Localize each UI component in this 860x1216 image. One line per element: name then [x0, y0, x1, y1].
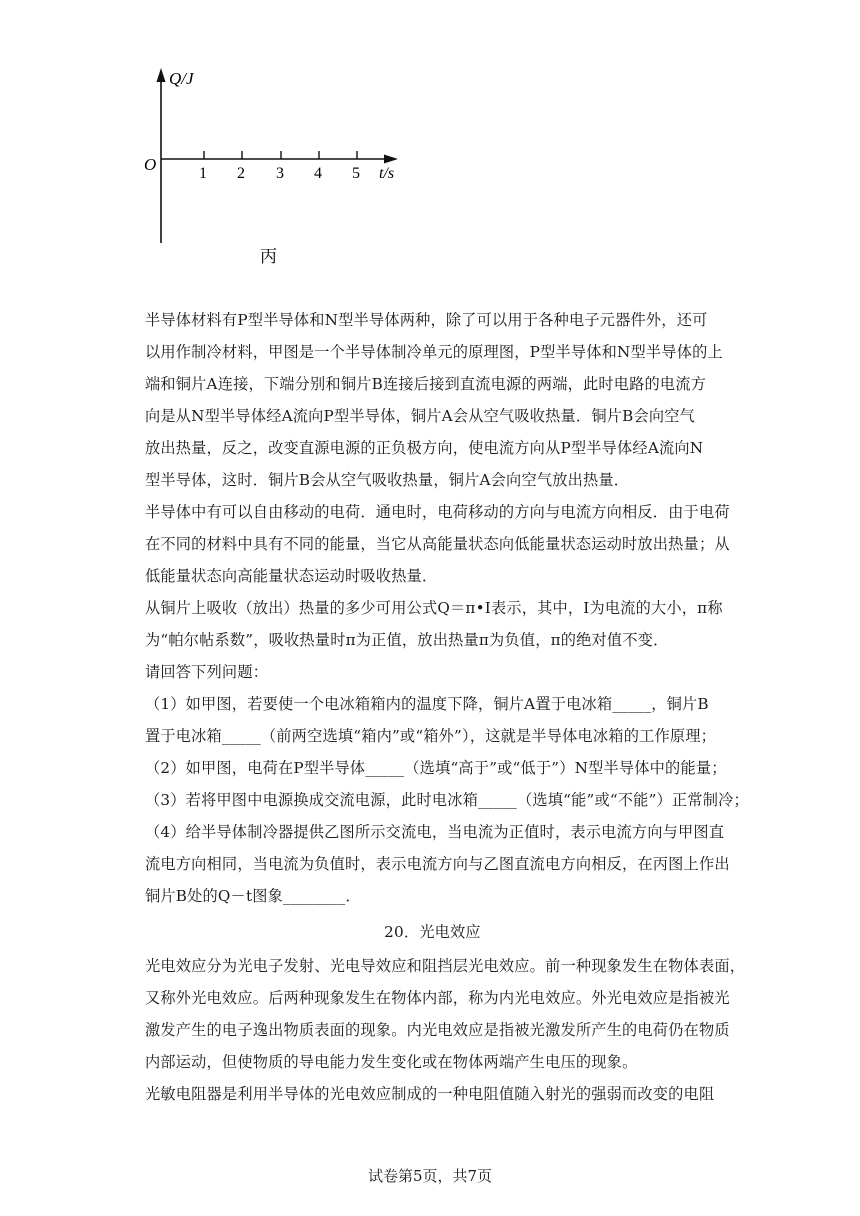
tick-label-3: 3	[276, 165, 284, 182]
graph-figure	[0, 0, 420, 280]
question-1-line: 置于电冰箱_____（前两空选填“箱内”或“箱外”），这就是半导体电冰箱的工作原理；	[145, 727, 717, 745]
section-title: 20．光电效应	[384, 923, 481, 941]
question-4-line: （4）给半导体制冷器提供乙图所示交流电，当电流为正值时，表示电流方向与甲图直	[145, 823, 725, 841]
text-line: 半导体中有可以自由移动的电荷．通电时，电荷移动的方向与电流方向相反．由于电荷	[145, 503, 730, 521]
text-line: 内部运动，但使物质的导电能力发生变化或在物体两端产生电压的现象。	[145, 1053, 638, 1071]
text-line: 激发产生的电子逸出物质表面的现象。内光电效应是指被光激发所产生的电荷仍在物质	[145, 1021, 730, 1039]
text-line: 在不同的材料中具有不同的能量，当它从高能量状态向低能量状态运动时放出热量；从	[145, 535, 730, 553]
figure-caption: 丙	[260, 247, 277, 267]
question-3-line: （3）若将甲图中电源换成交流电源，此时电冰箱_____（选填“能”或“不能”）正常制冷；	[145, 791, 749, 809]
tick-label-4: 4	[314, 165, 322, 182]
q-t-axes	[0, 0, 420, 280]
text-line: 为“帕尔帖系数”，吸收热量时π为正值，放出热量π为负值，π的绝对值不变．	[145, 631, 669, 649]
text-line: 型半导体，这时．铜片B会从空气吸收热量，铜片A会向空气放出热量．	[145, 471, 630, 489]
text-line: 半导体材料有P型半导体和N型半导体两种，除了可以用于各种电子元器件外，还可	[145, 311, 708, 329]
text-line: 光电效应分为光电子发射、光电导效应和阻挡层光电效应。前一种现象发生在物体表面，	[145, 957, 746, 975]
text-line: 光敏电阻器是利用半导体的光电效应制成的一种电阻值随入射光的强弱而改变的电阻	[145, 1085, 715, 1103]
text-line: 端和铜片A连接，下端分别和铜片B连接后接到直流电源的两端，此时电路的电流方	[145, 375, 707, 393]
text-line: 放出热量，反之，改变直源电源的正负极方向，使电流方向从P型半导体经A流向N	[145, 439, 704, 457]
text-line: 又称外光电效应。后两种现象发生在物体内部，称为内光电效应。外光电效应是指被光	[145, 989, 730, 1007]
question-text	[145, 304, 749, 1110]
text-line: 请回答下列问题：	[145, 663, 269, 681]
question-4-line: 流电方向相同，当电流为负值时，表示电流方向与乙图直流电方向相反，在丙图上作出	[145, 855, 730, 873]
x-axis-arrow	[384, 155, 398, 164]
question-2-line: （2）如甲图，电荷在P型半导体_____（选填“高于”或“低于”）N型半导体中的能量；	[145, 759, 727, 777]
x-axis-label: t/s	[379, 165, 395, 182]
y-axis-arrow	[157, 68, 166, 82]
question-1-line: （1）如甲图，若要使一个电冰箱箱内的温度下降，铜片A置于电冰箱_____，铜片B	[145, 695, 709, 713]
tick-label-5: 5	[352, 165, 360, 182]
text-line: 低能量状态向高能量状态运动时吸收热量．	[145, 567, 438, 585]
tick-label-1: 1	[199, 165, 207, 182]
question-4-line: 铜片B处的Q－t图象________．	[145, 887, 361, 905]
y-axis-label: Q/J	[169, 69, 194, 88]
page-footer: 试卷第5页，共7页	[367, 1167, 493, 1185]
text-line: 以用作制冷材料，甲图是一个半导体制冷单元的原理图，P型半导体和N型半导体的上	[145, 343, 723, 361]
text-line: 从铜片上吸收（放出）热量的多少可用公式Q＝π•I表示，其中，I为电流的大小，π称	[145, 599, 723, 617]
origin-label: O	[144, 155, 157, 174]
tick-label-2: 2	[237, 165, 245, 182]
text-line: 向是从N型半导体经A流向P型半导体，铜片A会从空气吸收热量．铜片B会向空气	[145, 407, 696, 425]
